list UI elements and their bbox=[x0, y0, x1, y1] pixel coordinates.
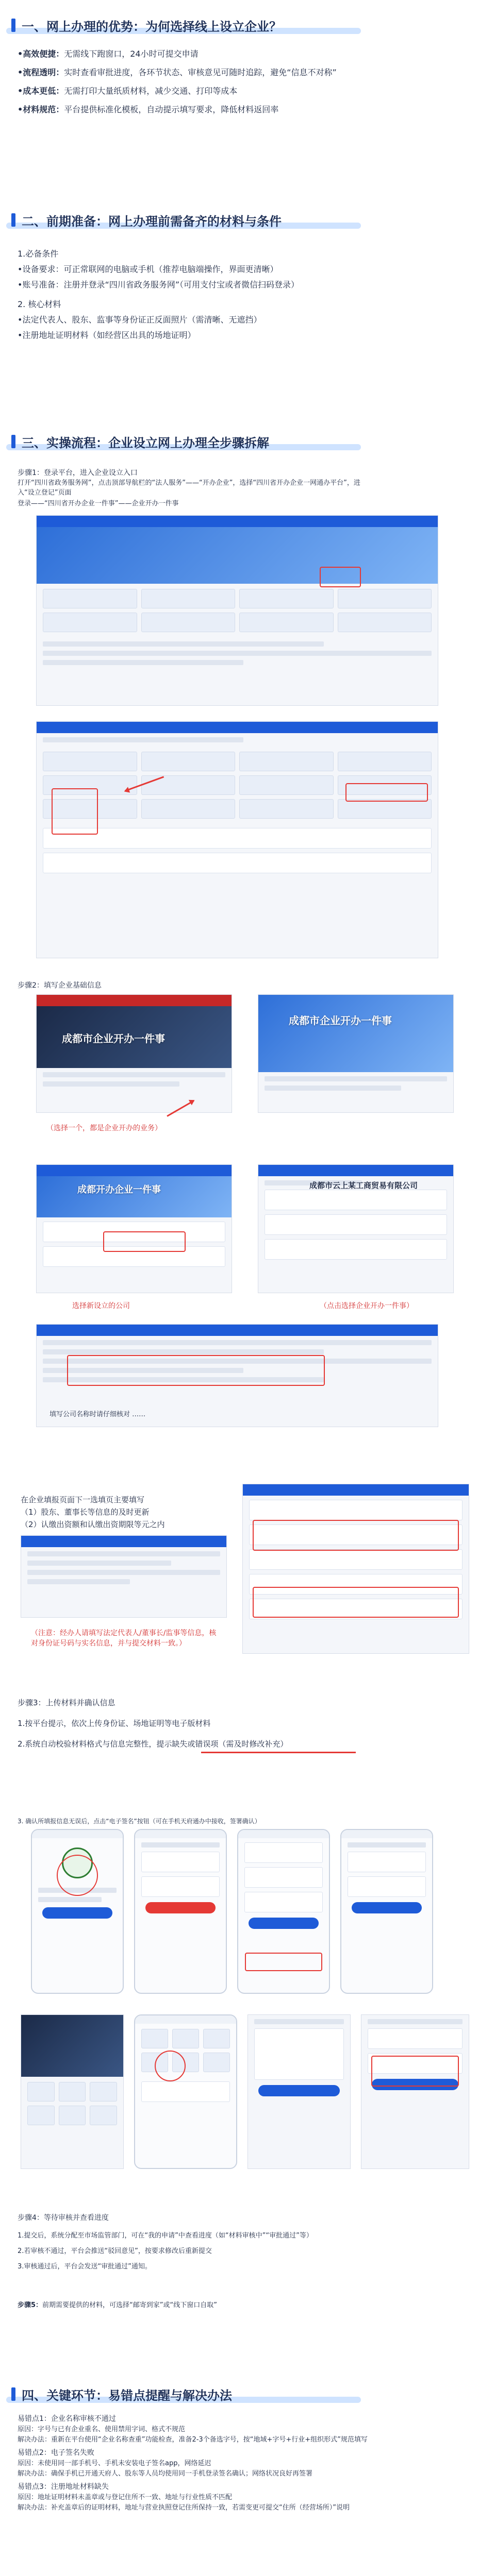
step1-title: 步骤1：登录平台，进入企业设立入口 bbox=[18, 469, 138, 477]
material-item: •注册地址证明材料（如经营区出具的场地证明） bbox=[18, 330, 196, 340]
advantage-item: •流程透明：实时查看审批进度，各环节状态、审核意见可随时追踪，避免“信息不对称” bbox=[18, 67, 337, 77]
step1-path: 登录——“四川省开办企业一件事”——企业开办一件事 bbox=[18, 500, 179, 507]
section-preparation bbox=[0, 206, 495, 343]
highlight-box bbox=[371, 2056, 459, 2087]
form-title: 成都开办企业一件事 bbox=[77, 1184, 161, 1195]
annotation: （注意：经办人请填写法定代表人/董事长/监事等信息，核对身份证号码与实名信息，并与提交材料一致。） bbox=[31, 1629, 217, 1648]
phone-screenshot bbox=[31, 1829, 124, 1994]
section-procedure bbox=[0, 428, 495, 2344]
step4-item: 2.若审核不通过，平台会推送“驳回意见”，按要求修改后重新提交 bbox=[18, 2247, 212, 2255]
section-title: 四、关键环节：易错点提醒与解决办法 bbox=[22, 2388, 232, 2403]
member-info-screenshot bbox=[242, 1484, 469, 1654]
banner-text-b: 成都市企业开办一件事 bbox=[289, 1014, 392, 1027]
step3-sub: 3. 确认所填报信息无误后，点击“电子签名”按钮（可在手机天府通办中接收，签署确认） bbox=[18, 1818, 261, 1825]
section-header bbox=[0, 428, 495, 455]
highlight-box bbox=[320, 567, 361, 587]
app-screenshot bbox=[134, 2014, 237, 2169]
header-marker bbox=[11, 2387, 15, 2401]
pitfall-fix: 解决办法：重新在平台使用“企业名称查重”功能检查，准备2-3个备选字号，按“地域+字号+行业+组织形式”规范填写 bbox=[18, 2436, 368, 2444]
highlight-ring bbox=[57, 1855, 98, 1896]
pitfall-fix: 解决办法：确保手机已开通天府人、股东等人员均使用同一手机登录签名确认；网络状况良好再签署 bbox=[18, 2470, 313, 2478]
pitfall-reason: 原因：未使用同一部手机号、手机未安装电子签名app，网络延迟 bbox=[18, 2460, 211, 2467]
highlight-ring bbox=[155, 2050, 186, 2081]
advantage-item: •成本更低：无需打印大量纸质材料，减少交通、打印等成本 bbox=[18, 86, 238, 96]
confirm-screenshot bbox=[361, 2014, 469, 2169]
header-marker bbox=[11, 213, 15, 227]
signature-screenshot bbox=[248, 2014, 351, 2169]
step3-title: 步骤3：上传材料并确认信息 bbox=[18, 1698, 116, 1707]
portal-screenshot bbox=[36, 515, 438, 706]
company-name: 成都市云上某工商贸易有限公司 bbox=[309, 1181, 418, 1190]
highlight-box bbox=[245, 1953, 322, 1971]
business-start-screenshot-a bbox=[36, 994, 232, 1113]
pitfall-reason: 原因：地址证明材料未盖章或与登记住所不一致、地址与行业性质不匹配 bbox=[18, 2494, 233, 2501]
legal-services-screenshot bbox=[36, 721, 438, 958]
step2-title: 步骤2：填写企业基础信息 bbox=[18, 981, 102, 990]
pitfall-reason: 原因：字号与已有企业重名、使用禁用字词、格式不规范 bbox=[18, 2426, 186, 2433]
section-title: 二、前期准备：网上办理前需备齐的材料与条件 bbox=[22, 214, 282, 229]
header-marker bbox=[11, 19, 15, 32]
pitfall-label: 易错点2：电子签名失败 bbox=[18, 2449, 94, 2457]
form-bullet: 填写公司名称时请仔细核对 …… bbox=[50, 1411, 146, 1418]
highlight-box bbox=[103, 1231, 186, 1252]
section-header bbox=[0, 206, 495, 234]
annotation: （选择一个，都是企业开办的业务） bbox=[46, 1124, 162, 1132]
condition-item: •账号准备：注册并登录“四川省政务服务网”（可用支付宝或者微信扫码登录） bbox=[18, 280, 300, 290]
annotation: 选择新设立的公司 bbox=[72, 1302, 130, 1310]
shareholder-screenshot bbox=[21, 1535, 227, 1618]
step3-item: 2.系统自动校验材料格式与信息完整性，提示缺失或错误项（需及时修改补充） bbox=[18, 1739, 288, 1749]
step1-text: 打开“四川省政务服务网”，点击顶部导航栏的“法人服务”——“开办企业”，选择“四川省开办企业一网通办平台”，进入“设立登记”页面 bbox=[18, 479, 360, 497]
condition-item: •设备要求：可正常联网的电脑或手机（推荐电脑端操作，界面更清晰） bbox=[18, 264, 278, 274]
fill-instructions: 在企业填报页面下一选填页主要填写 bbox=[21, 1495, 145, 1504]
step3-item: 1.按平台提示，依次上传身份证、场地证明等电子版材料 bbox=[18, 1719, 211, 1728]
highlight-box bbox=[52, 788, 98, 835]
underline-mark bbox=[201, 1752, 356, 1753]
section-header bbox=[0, 11, 495, 39]
highlight-box bbox=[253, 1520, 459, 1551]
highlight-box bbox=[67, 1355, 325, 1386]
fill-instruction-item: （1）股东、董事长等信息的及时更新 bbox=[21, 1507, 150, 1517]
step4-item: 3.审核通过后，平台会发送“审批通过”通知。 bbox=[18, 2263, 152, 2270]
subheading: 2. 核心材料 bbox=[18, 299, 61, 309]
phone-screenshot bbox=[340, 1829, 433, 1994]
banner-text-a: 成都市企业开办一件事 bbox=[62, 1032, 165, 1045]
section-advantages bbox=[0, 11, 495, 121]
step4-title: 步骤4：等待审核并查看进度 bbox=[18, 2214, 109, 2222]
material-item: •法定代表人、股东、监事等身份证正反面照片（需清晰、无遮挡） bbox=[18, 315, 262, 325]
advantage-item: •材料规范：平台提供标准化模板，自动提示填写要求，降低材料返回率 bbox=[18, 105, 279, 114]
pitfall-fix: 解决办法：补充盖章后的证明材料，地址与营业执照登记住所保持一致，若需变更可提交“住所（经营场所）”说明 bbox=[18, 2504, 350, 2512]
pitfall-label: 易错点3：注册地址材料缺失 bbox=[18, 2483, 109, 2491]
subheading: 1.必备条件 bbox=[18, 249, 59, 259]
header-marker bbox=[11, 435, 15, 448]
step5-line: 步骤5：前期需要提供的材料，可选择“邮寄到家”或“线下窗口自取” bbox=[18, 2301, 217, 2309]
section-header bbox=[0, 2380, 495, 2408]
advantage-item: •高效便捷：无需线下跑窗口，24小时可提交申请 bbox=[18, 49, 199, 59]
phone-screenshot bbox=[134, 1829, 227, 1994]
highlight-box bbox=[345, 783, 428, 802]
highlight-box bbox=[253, 1587, 459, 1618]
annotation: （点击选择企业开办一件事） bbox=[320, 1302, 414, 1310]
news-screenshot bbox=[21, 2014, 124, 2169]
section-title: 一、网上办理的优势：为何选择线上设立企业？ bbox=[22, 19, 282, 34]
pitfall-label: 易错点1：企业名称审核不通过 bbox=[18, 2415, 116, 2423]
fill-instruction-item: （2）认缴出资额和认缴出资期限等元之内 bbox=[21, 1520, 165, 1529]
section-title: 三、实操流程：企业设立网上办理全步骤拆解 bbox=[22, 435, 269, 450]
section-pitfalls bbox=[0, 2380, 495, 2513]
step4-item: 1.提交后，系统分配至市场监管部门，可在“我的申请”中查看进度（如“材料审核中”“审批通过”等） bbox=[18, 2232, 313, 2240]
